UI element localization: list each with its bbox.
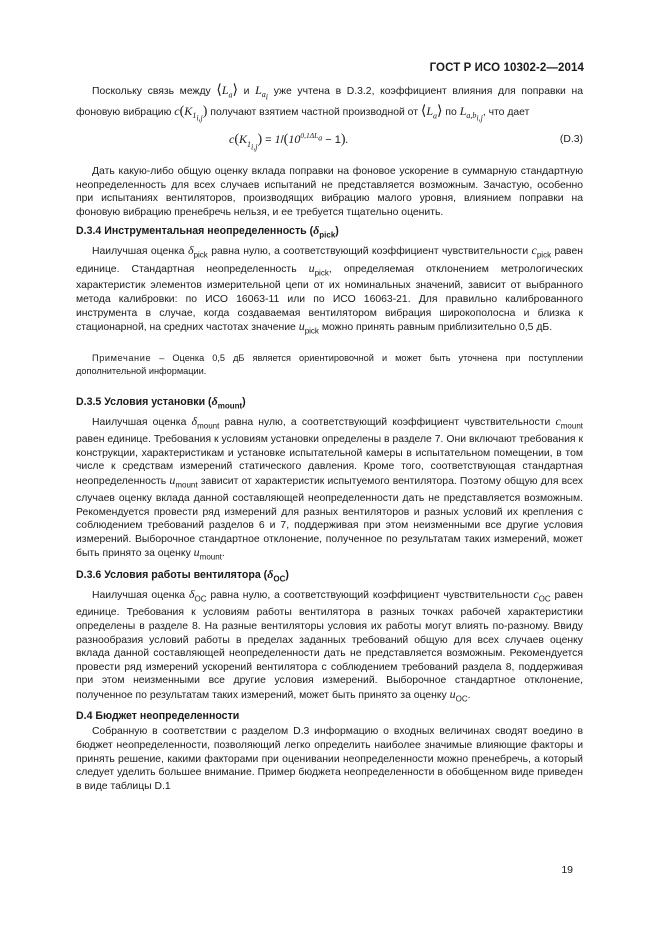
symbol-delta-oc-2: $\delta_{OC}$: [188, 587, 207, 604]
heading-d4: D.4 Бюджет неопределенности: [76, 709, 240, 722]
symbol-u-mount-2: $u_{mount}$: [193, 545, 222, 562]
symbol-delta-pick-2: $\delta_{pick}$: [188, 242, 208, 259]
heading-d34: D.3.4 Инструментальная неопределенность $(\delta_{pick})$: [76, 222, 339, 239]
formula-la-bij: $L_{a,b_{i,j}}$: [459, 103, 483, 123]
equation-number: (D.3): [559, 134, 583, 146]
page-number: 19: [561, 864, 573, 876]
symbol-delta-oc: $\delta_{OC}$: [267, 567, 286, 584]
paragraph-d36: Наилучшая оценка $\delta_{OC}$ равна нулю, а соответствующий коэффициент чувствительности $c_{OC}$ равен единице. Требования к условиям работы вентилятора в разных точках рабочей характеристики определены в разделе 8. На разные вентиляторы условия их работы могут влиять по-разному. Ввиду разнообразия условий работы в пределах заданных требований общую для всех случаев оценку вклада данной составляющей неопределенности дать не представляется возможным. Рекомендуется провести ряд измерений ускорений вентилятора с соблюдением требований раздела 8, поддерживая при этом неизменными все другие условия измерений. Выборочное стандартное отклонение, полученное по результатам таких измерений, может быть принято за оценку $u_{OC}$.: [76, 587, 584, 704]
paragraph-d34: Наилучшая оценка $\delta_{pick}$ равна нулю, а соответствующий коэффициент чувствительности $c_{pick}$ равен единице. Стандартная неопределенность $u_{pick}$, определяемая отклонением метрологических характеристик элементов измерительной цепи от их номинальных значений, зависит от выбранного метода калибровки: по ИСО 16063-11 или по ИСО 16063-21. Для правильно калиброванного инструмента в случае, когда создаваемая вентилятором вибрация широкополосна и близка к стационарной, на средних частотах значение $u_{pick}$ можно принять равным приблизительно 0,5 дБ.: [76, 242, 584, 336]
document-code-header: ГОСТ Р ИСО 10302-2—2014: [429, 62, 584, 74]
paragraph-d35: Наилучшая оценка $\delta_{mount}$ равна нулю, а соответствующий коэффициент чувствительности $c_{mount}$ равен единице. Требования к условиям установки определены в разделе 7. Они включают требования к конструкции, характеристикам и установке испытательной камеры в испытательном помещении, в том числе к средствам измерений статического давления. Кроме того, соответствующая стандартная неопределенность $u_{mount}$ зависит от характеристик испытуемого вентилятора. Поэтому общую для всех случаев оценку вклада данной составляющей неопределенности дать не представляется возможным. Рекомендуется провести ряд измерений для разных вентиляторов и разных условий их крепления с соблюдением требований разделов 6 и 7, поддерживая при этом неизменными все другие условия измерений. Выборочное стандартное отклонение, полученное по результатам таких измерений, может быть принято за оценку $u_{mount}$.: [76, 414, 583, 562]
paragraph-d4: Собранную в соответствии с разделом D.3 информацию о входных величинах сводят воедино в бюджет неопределенности, позволяющий легко определить наиболее значимые влияющие факторы и принять решение, какими факторами при оценивании неопределенности можно пренебречь, а который следует уделить большее внимание. Пример бюджета неопределенности в обобщенном виде приведен в виде таблицы D.1: [76, 726, 583, 792]
symbol-c-mount: $c_{mount}$: [555, 414, 583, 431]
note-label: Примечание: [92, 353, 152, 364]
symbol-u-mount: $u_{mount}$: [169, 473, 198, 490]
formula-c-k1: $c(K_{1_{i,j}})$: [174, 103, 208, 123]
symbol-delta-mount: $\delta_{mount}$: [211, 394, 243, 411]
symbol-delta-pick: $\delta_{pick}$: [313, 222, 336, 239]
symbol-u-oc: $u_{OC}$: [449, 686, 468, 704]
equation-d3: [76, 127, 583, 151]
note-d34: Примечание – Оценка 0,5 дБ является ориентировочной и может быть уточнена при поступлении дополнительной информации.: [76, 353, 583, 376]
heading-d36: D.3.6 Условия работы вентилятора $(\delta_{OC})$: [76, 567, 289, 584]
symbol-u-pick: $u_{pick}$: [308, 260, 329, 277]
page-content: [76, 84, 583, 793]
heading-d35: D.3.5 Условия установки $(\delta_{mount})$: [76, 394, 246, 411]
symbol-delta-mount-2: $\delta_{mount}$: [191, 414, 220, 431]
paragraph-background-estimate: Дать какую-либо общую оценку вклада поправки на фоновое ускорение в суммарную стандартную неопределенность для всех случаев испытаний не представляется возможным. Зачастую, особенно при испытаниях вентиляторов, производящих вибрацию малого уровня, влиянием поправки на фоновую вибрацию пренебречь нельзя, и ее требуется тщательно оценить.: [76, 166, 583, 218]
formula-mean-la: $⟨L_a⟩$: [216, 83, 238, 100]
symbol-c-oc: $c_{OC}$: [533, 587, 551, 604]
symbol-c-pick: $c_{pick}$: [531, 242, 552, 259]
symbol-u-pick-2: $u_{pick}$: [298, 319, 319, 336]
equation-d3-formula: $c(K_{1_{i,j}}) = 1/(10^{0,1\Delta L_a} - 1)$.: [229, 131, 349, 152]
formula-la-ai: $L_{a_i}$: [255, 83, 269, 102]
formula-mean-la-2: $⟨L_a⟩$: [420, 103, 443, 120]
paragraph-background-correlation: Поскольку связь между $⟨L_a⟩$ и $L_{a_i}$ уже учтена в D.3.2, коэффициент влияния для поправки на фоновую вибрацию $c(K_{1_{i,j}})$ получают взятием частной производной от $⟨L_a⟩$ по $L_{a,b_{i,j}}$, что дает: [76, 83, 584, 123]
